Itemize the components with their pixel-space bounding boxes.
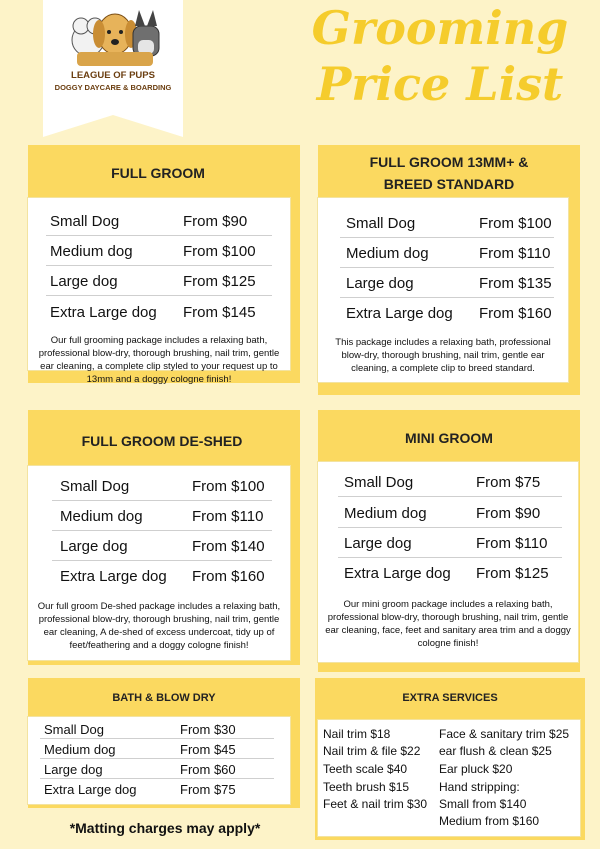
card-heading-line2: BREED STANDARD <box>383 176 515 192</box>
title-line1: Grooming <box>311 1 569 55</box>
price: From $60 <box>180 761 236 777</box>
logo-text-line2: DOGGY DAYCARE & BOARDING <box>54 83 172 92</box>
price: From $125 <box>183 272 256 290</box>
price-row <box>28 531 290 561</box>
package-description: Our full groom De-shed package includes a relaxing bath, professional blow-dry, thorough brushing, nail trim, gentle ear cleaning, A de-shed of excess undercoat, tidy up of feet/feathering and a doggy cologne finish! <box>37 601 281 651</box>
extra-service: Nail trim & file $22 <box>323 744 421 758</box>
extra-service: Hand stripping: <box>439 780 520 794</box>
price-row <box>318 238 568 268</box>
price: From $30 <box>180 721 236 737</box>
price-row <box>28 501 290 531</box>
title-line2: Price List <box>316 57 564 111</box>
dog-size: Medium dog <box>60 507 143 525</box>
card-heading: FULL GROOM DE-SHED <box>28 410 296 472</box>
price-row <box>318 467 578 497</box>
price-row <box>28 561 290 591</box>
card-heading: BATH & BLOW DRY <box>28 678 300 718</box>
dog-size: Small Dog <box>346 214 416 232</box>
dog-size: Large dog <box>344 534 412 552</box>
extra-service: Ear pluck $20 <box>439 762 513 776</box>
dog-size: Medium dog <box>346 244 429 262</box>
price-row <box>28 759 290 779</box>
price: From $160 <box>192 567 265 585</box>
card-heading: EXTRA SERVICES <box>315 678 585 718</box>
dog-size: Large dog <box>346 274 414 292</box>
dog-size: Extra Large dog <box>60 567 167 585</box>
price-row <box>318 208 568 238</box>
extra-service: Medium from $160 <box>439 814 540 828</box>
price: From $100 <box>479 214 552 232</box>
extra-service: ear flush & clean $25 <box>439 744 552 758</box>
extra-service: Teeth scale $40 <box>323 762 408 776</box>
card-heading: MINI GROOM <box>318 410 580 466</box>
dog-size: Small Dog <box>44 721 104 737</box>
price: From $90 <box>183 212 248 230</box>
package-description: Our full grooming package includes a relaxing bath, professional blow-dry, thorough brushing, nail trim, gentle ear cleaning, a complete clip styled to your request up to 13mm and a doggy cologne finish! <box>38 335 280 385</box>
package-description: Our mini groom package includes a relaxing bath, professional blow-dry, thorough brushing, nail trim, gentle ear cleaning, face, feet and sanitary area trim and a doggy cologne finish! <box>325 599 571 649</box>
card-heading <box>318 145 580 201</box>
dog-size: Medium dog <box>44 741 116 757</box>
price-row <box>28 471 290 501</box>
price: From $135 <box>479 274 552 292</box>
extra-service: Small from $140 <box>439 797 527 811</box>
extra-service: Feet & nail trim $30 <box>323 797 428 811</box>
price-row <box>318 268 568 298</box>
logo-banner <box>43 0 183 137</box>
matting-note: *Matting charges may apply* <box>69 820 261 836</box>
price-row <box>318 498 578 528</box>
price: From $145 <box>183 303 256 321</box>
dog-size: Large dog <box>50 272 118 290</box>
price-row <box>28 297 290 327</box>
price-row <box>28 719 290 739</box>
price-row <box>318 528 578 558</box>
price: From $110 <box>192 507 264 525</box>
price-row <box>318 558 578 588</box>
price-row <box>28 236 290 266</box>
price: From $45 <box>180 741 236 757</box>
dog-size: Medium dog <box>50 242 133 260</box>
price: From $100 <box>192 477 265 495</box>
page-title <box>290 2 590 110</box>
price: From $110 <box>479 244 551 262</box>
package-description: This package includes a relaxing bath, professional blow-dry, thorough brushing, nail trim, gentle ear cleaning, a complete clip to breed standard. <box>335 337 551 374</box>
dog-size: Extra Large dog <box>344 564 451 582</box>
extra-service: Nail trim $18 <box>323 727 391 741</box>
card-heading-line1: FULL GROOM 13MM+ & <box>369 154 529 170</box>
price: From $140 <box>192 537 265 555</box>
dog-size: Extra Large dog <box>44 781 137 797</box>
card-heading: FULL GROOM <box>28 145 288 201</box>
price: From $100 <box>183 242 256 260</box>
dog-size: Large dog <box>60 537 128 555</box>
price-row <box>28 739 290 759</box>
logo-ribbon <box>43 0 183 137</box>
dog-size: Small Dog <box>60 477 130 495</box>
price: From $125 <box>476 564 549 582</box>
price: From $110 <box>476 534 548 552</box>
extra-service: Teeth brush $15 <box>323 780 410 794</box>
price: From $75 <box>180 781 236 797</box>
logo-text-line1: LEAGUE OF PUPS <box>71 70 155 81</box>
price: From $75 <box>476 473 541 491</box>
price-row <box>318 298 568 328</box>
dog-size: Extra Large dog <box>50 303 157 321</box>
dog-size: Small Dog <box>344 473 414 491</box>
dog-size: Extra Large dog <box>346 304 453 322</box>
dog-size: Large dog <box>44 761 103 777</box>
price-row <box>28 779 290 799</box>
price: From $160 <box>479 304 552 322</box>
dog-size: Small Dog <box>50 212 120 230</box>
price: From $90 <box>476 504 541 522</box>
extra-service: Face & sanitary trim $25 <box>439 727 570 741</box>
price-row <box>28 266 290 296</box>
dog-size: Medium dog <box>344 504 427 522</box>
price-row <box>28 206 290 236</box>
